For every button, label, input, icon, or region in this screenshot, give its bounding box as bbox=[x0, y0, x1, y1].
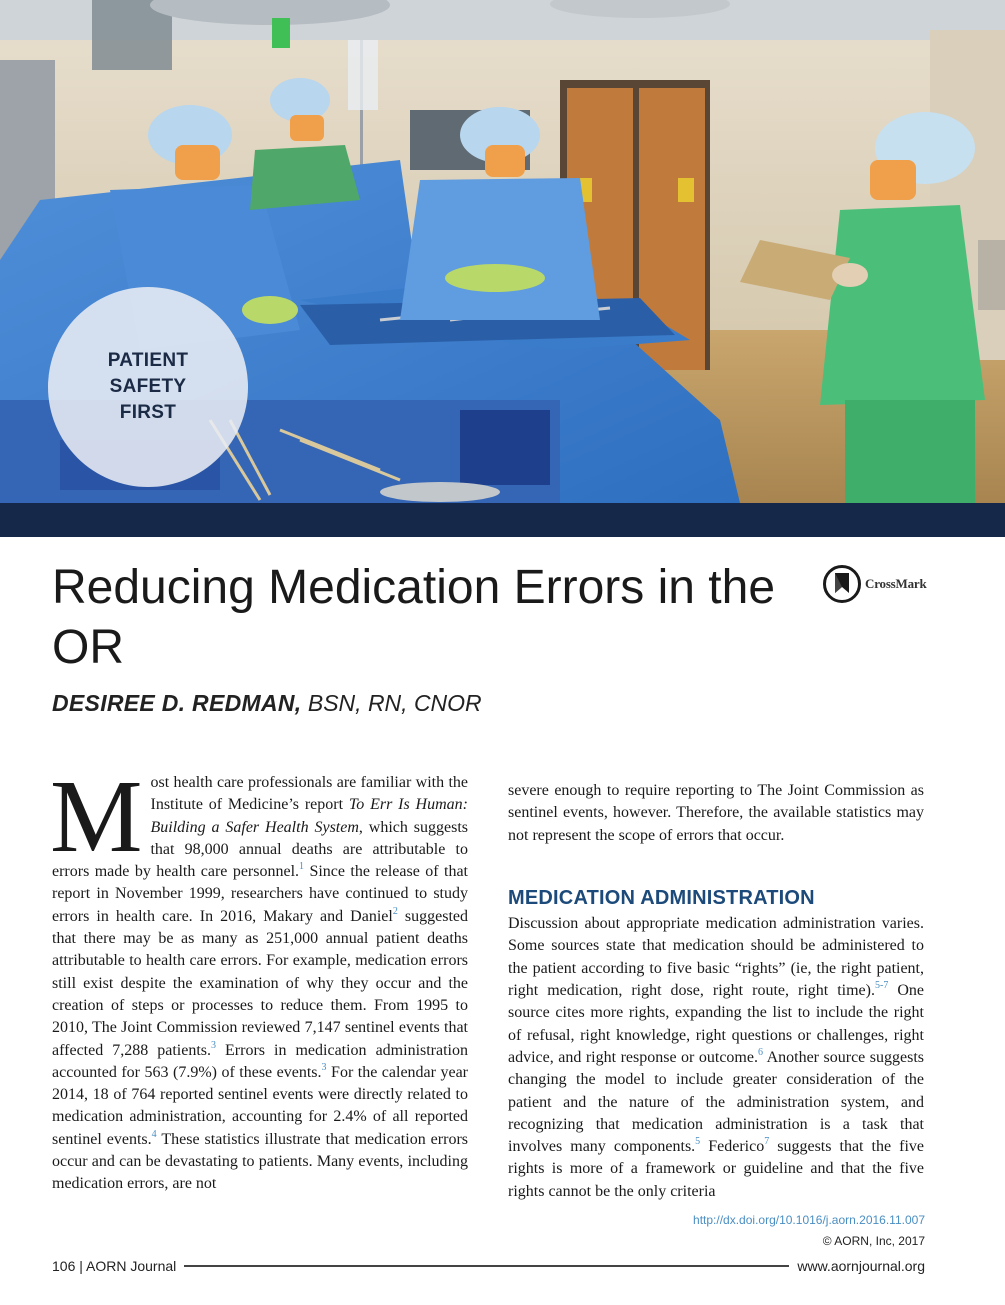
badge-line-1: PATIENT bbox=[107, 350, 189, 371]
crossmark-label: CrossMark bbox=[865, 576, 927, 591]
article-title: Reducing Medication Errors in the OR bbox=[52, 561, 776, 674]
section-heading-medication-administration: MEDICATION ADMINISTRATION bbox=[508, 886, 815, 909]
citation-ref[interactable]: 5-7 bbox=[874, 980, 889, 992]
citation-ref[interactable]: 6 bbox=[757, 1046, 763, 1058]
text-run: Errors in medication administration accounted for 563 (7.9%) of these events. bbox=[52, 1041, 469, 1081]
body-column-left bbox=[50, 759, 469, 1196]
journal-website-link[interactable]: www.aornjournal.org bbox=[797, 1258, 925, 1274]
footer-rule bbox=[184, 1265, 789, 1267]
doi-link[interactable]: http://dx.doi.org/10.1016/j.aorn.2016.11.007 bbox=[693, 1213, 925, 1227]
continued-paragraph: severe enough to require reporting to The Joint Commission as sentinel events, however. Therefore, the available statistics may not represent the scope of errors that occur. bbox=[508, 782, 924, 844]
crossmark-icon bbox=[823, 565, 861, 603]
text-run: Another source suggests changing the model to include greater consideration of the patient and the nature of the administration system, and recognizing that medication administration is a task that involves many components. bbox=[508, 1048, 924, 1156]
text-run: For the calendar year 2014, 18 of 764 reported sentinel events were directly related to medication administration, accounting for 2.4% of all reported sentinel events. bbox=[52, 1063, 469, 1148]
text-run: Discussion about appropriate medication administration varies. Some sources state that medication should be administered to the patient according to five basic “rights” (ie, the right patient, right medication, right dose, right route, right time). bbox=[508, 915, 924, 1000]
citation-ref[interactable]: 4 bbox=[151, 1128, 157, 1140]
citation-ref[interactable]: 2 bbox=[392, 905, 398, 917]
italic-title: To Err Is Human: Building a Safer Health System bbox=[150, 796, 468, 836]
badge-line-3: FIRST bbox=[119, 402, 177, 423]
navy-divider-band bbox=[0, 503, 1005, 537]
text-run: One source cites more rights, expanding the list to include the right of refusal, right knowledge, right questions or challenges, right advice, and right response or outcome. bbox=[508, 982, 924, 1066]
hero-photo bbox=[0, 0, 1005, 503]
text-run: suggests that the five rights is more of a framework or guideline and that the five rights cannot be the only criteria bbox=[508, 1138, 925, 1200]
badge-line-2: SAFETY bbox=[109, 376, 187, 397]
citation-ref[interactable]: 3 bbox=[321, 1061, 327, 1073]
body-column-right bbox=[508, 780, 924, 1203]
citation-ref[interactable]: 1 bbox=[299, 861, 305, 873]
intro-paragraph bbox=[50, 759, 469, 1196]
medication-administration-paragraph bbox=[508, 913, 924, 1203]
page-footer bbox=[52, 1257, 925, 1275]
text-run: Since the release of that report in November 1999, researchers have continued to study errors in health care. In 2016, Makary and Daniel bbox=[52, 863, 468, 925]
copyright-notice: © AORN, Inc, 2017 bbox=[822, 1234, 925, 1248]
author-name: DESIREE D. REDMAN, bbox=[52, 690, 302, 716]
text-run: suggested that there may be as many as 251,000 annual patient deaths attributable to health care errors. For example, medication errors still exist despite the examination of why they occur and the creation of steps or processes to reduce them. From 1995 to 2010, The Joint Commission reviewed 7,147 sentinel events that affected 7,288 patients. bbox=[52, 907, 468, 1059]
text-run: These statistics illustrate that medication errors occur and can be devastating to patients. Many events, including medication errors, are not bbox=[52, 1130, 468, 1193]
author-byline bbox=[52, 690, 482, 717]
author-credentials: BSN, RN, CNOR bbox=[301, 690, 482, 716]
citation-ref[interactable]: 7 bbox=[764, 1136, 770, 1148]
patient-safety-first-badge bbox=[48, 287, 248, 487]
text-run: ost health care professionals are familiar with the Institute of Medicine’s report bbox=[150, 774, 468, 814]
crossmark-link[interactable] bbox=[823, 565, 927, 603]
citation-ref[interactable]: 3 bbox=[211, 1039, 217, 1051]
drop-cap: M bbox=[50, 759, 143, 874]
citation-ref[interactable]: 5 bbox=[695, 1136, 701, 1148]
text-run: , which suggests that 98,000 annual deaths are attributable to errors made by health care personnel. bbox=[52, 818, 469, 881]
text-run: Federico bbox=[700, 1138, 765, 1156]
page-number-journal: 106 | AORN Journal bbox=[52, 1258, 177, 1274]
